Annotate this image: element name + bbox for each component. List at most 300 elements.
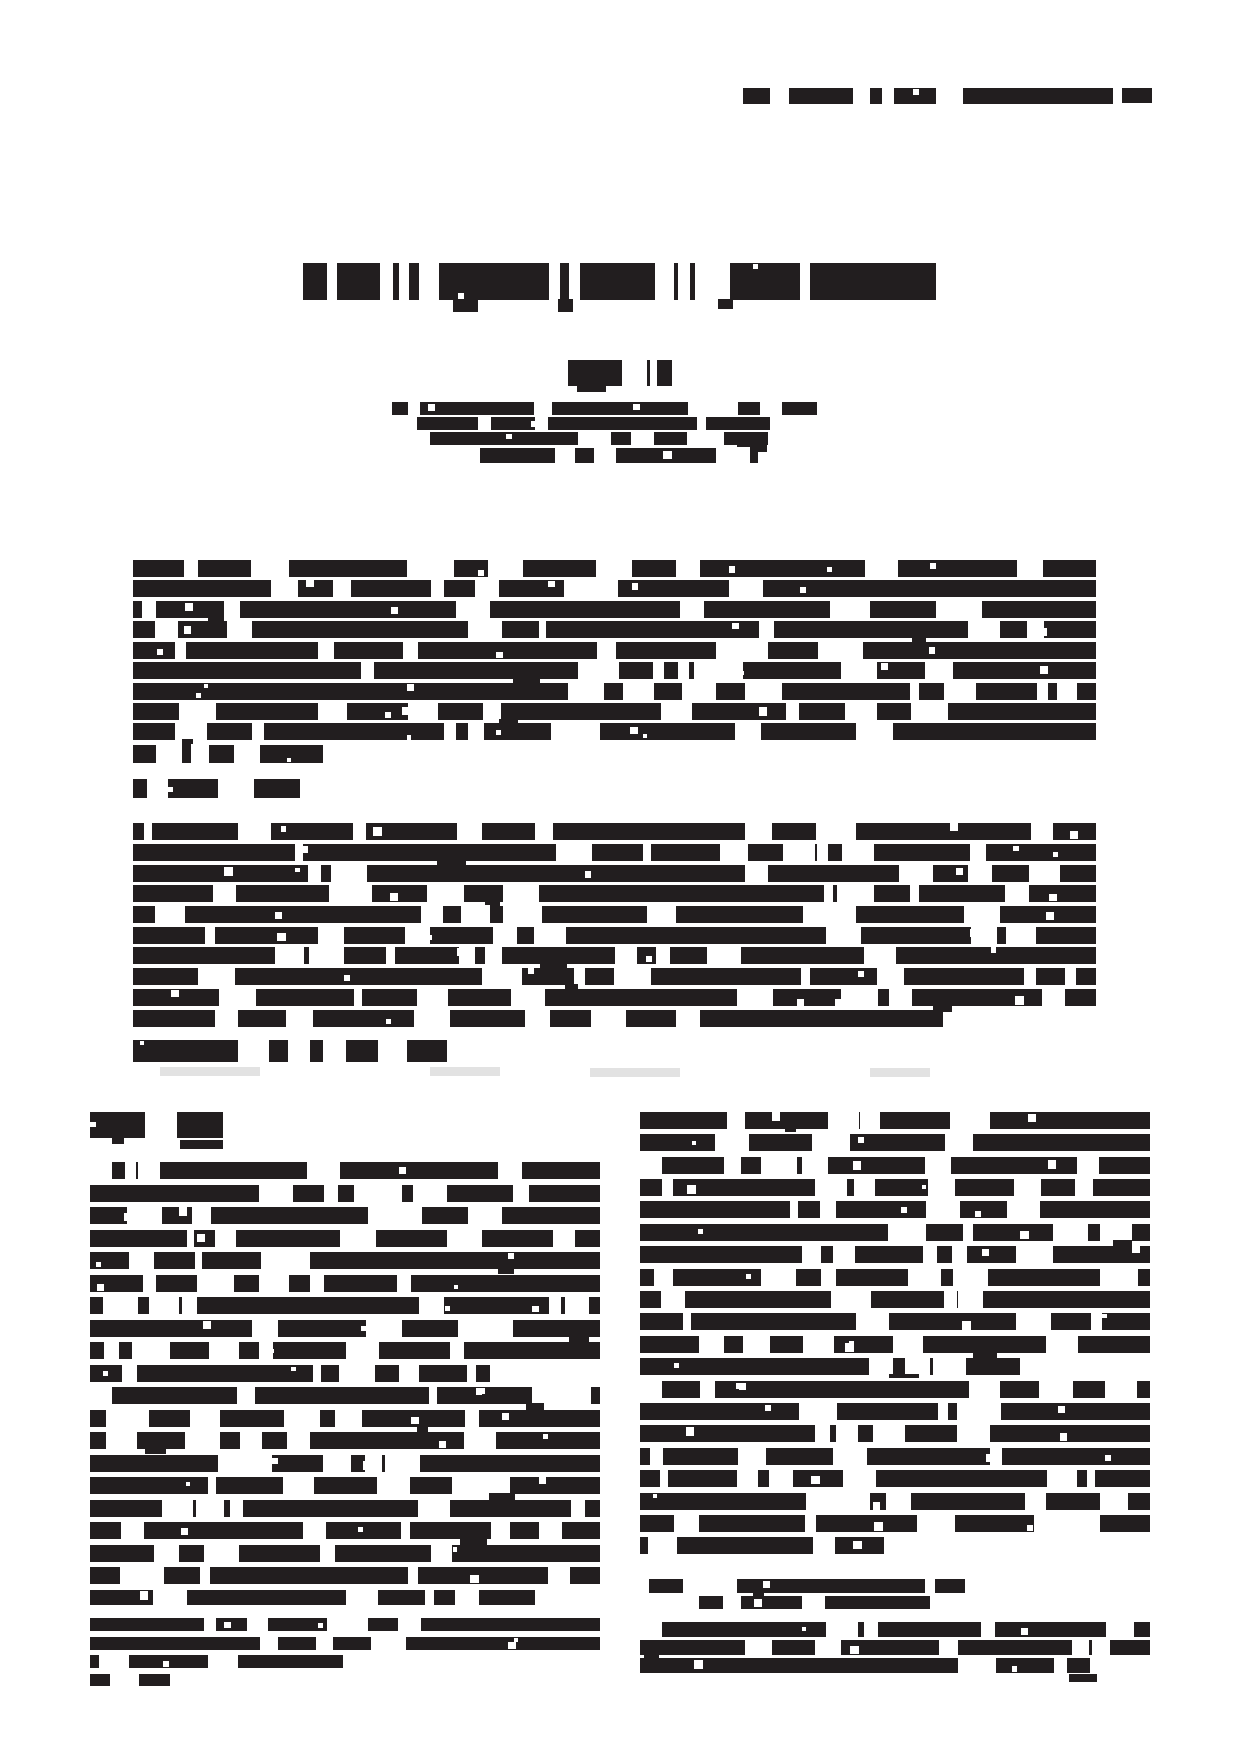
- noise-gap: [457, 822, 482, 841]
- word-gap: [678, 262, 690, 301]
- noise-gap: [1046, 1335, 1078, 1354]
- noise-gap: [678, 661, 689, 680]
- noise-gap: [1032, 1245, 1054, 1264]
- noise-gap: [1027, 620, 1044, 639]
- redacted-text-line: [640, 1515, 1150, 1532]
- noise-speck: [687, 1185, 695, 1193]
- noise-gap: [968, 620, 1000, 639]
- noise-gap: [184, 559, 198, 578]
- noise-gap: [806, 1492, 828, 1511]
- noise-speck: [922, 1185, 926, 1189]
- noise-gap: [864, 946, 896, 965]
- noise-gap: [309, 946, 344, 965]
- redacted-text-line: [640, 1336, 1150, 1353]
- noise-gap: [138, 1161, 160, 1180]
- noise-gap: [329, 884, 364, 903]
- noise-gap: [724, 1156, 741, 1175]
- noise-gap: [936, 87, 963, 105]
- noise-gap: [886, 1492, 911, 1511]
- noise-gap: [346, 1341, 379, 1360]
- noise-gap: [294, 1009, 302, 1028]
- noise-gap: [145, 1111, 177, 1139]
- noise-gap: [854, 1178, 875, 1197]
- noise-gap: [680, 600, 704, 619]
- noise-gap: [553, 1229, 575, 1248]
- noise-gap: [467, 1364, 475, 1383]
- noise-speck: [765, 1405, 771, 1411]
- noise-gap: [179, 702, 216, 721]
- noise-speck: [705, 684, 713, 692]
- noise-gap: [403, 641, 418, 660]
- noise-gap: [818, 641, 850, 660]
- noise-gap: [259, 1184, 292, 1203]
- redacted-text-line: [640, 1425, 1150, 1442]
- noise-gap: [856, 722, 893, 741]
- noise-speck: [858, 971, 864, 977]
- noise-speck: [646, 956, 652, 962]
- noise-gap: [478, 416, 491, 431]
- redacted-text-line: [133, 947, 1096, 964]
- noise-gap: [564, 579, 574, 598]
- noise-gap: [155, 620, 178, 639]
- noise-gap: [591, 1009, 625, 1028]
- noise-gap: [812, 905, 847, 924]
- noise-gap: [893, 1335, 923, 1354]
- noise-speck: [439, 1441, 446, 1448]
- redacted-text-line: [640, 1493, 1150, 1510]
- noise-gap: [209, 1341, 239, 1360]
- noise-speck: [96, 1262, 101, 1267]
- redacted-text-line: [662, 1381, 1150, 1398]
- noise-gap: [104, 1341, 119, 1360]
- noise-gap: [132, 1341, 170, 1360]
- noise-gap: [187, 1229, 195, 1248]
- noise-speck: [1102, 1314, 1106, 1318]
- noise-gap: [824, 641, 833, 660]
- noise-speck: [508, 1253, 514, 1259]
- noise-gap: [313, 1364, 321, 1383]
- descender-blob: [485, 901, 499, 911]
- noise-gap: [831, 1290, 863, 1309]
- descender-blob: [460, 1538, 486, 1547]
- redacted-text-line: [133, 844, 1096, 861]
- noise-speck: [185, 603, 193, 611]
- noise-gap: [534, 926, 566, 945]
- noise-gap: [363, 1589, 377, 1606]
- noise-speck: [179, 1207, 188, 1216]
- noise-speck: [324, 1188, 332, 1196]
- noise-gap: [845, 702, 877, 721]
- noise-gap: [519, 905, 542, 924]
- noise-gap: [261, 1251, 278, 1270]
- noise-gap: [851, 600, 870, 619]
- noise-gap: [251, 559, 288, 578]
- noise-gap: [259, 1341, 273, 1360]
- word-gap: [650, 359, 657, 387]
- noise-gap: [238, 822, 272, 841]
- noise-gap: [1100, 1492, 1128, 1511]
- redacted-text-line: [90, 1618, 600, 1631]
- noise-gap: [354, 988, 362, 1007]
- noise-speck: [874, 1522, 883, 1531]
- noise-gap: [144, 822, 152, 841]
- noise-gap: [1029, 864, 1060, 883]
- noise-gap: [308, 864, 321, 883]
- descender-blob: [499, 719, 518, 725]
- noise-gap: [215, 1009, 238, 1028]
- noise-gap: [339, 1364, 375, 1383]
- noise-speck: [478, 570, 483, 575]
- noise-gap: [513, 1184, 529, 1203]
- noise-gap: [221, 988, 245, 1007]
- noise-gap: [405, 926, 430, 945]
- noise-gap: [525, 1009, 549, 1028]
- noise-speck: [346, 891, 352, 897]
- noise-gap: [945, 1133, 973, 1152]
- noise-gap: [265, 1319, 276, 1338]
- noise-gap: [238, 1039, 269, 1063]
- noise-speck: [295, 868, 300, 873]
- noise-gap: [944, 1290, 957, 1309]
- descender-blob: [753, 1592, 763, 1599]
- noise-speck: [479, 1388, 484, 1393]
- noise-gap: [566, 722, 600, 741]
- noise-speck: [763, 1581, 770, 1588]
- redacted-text-line: [640, 1658, 1090, 1673]
- noise-gap: [1034, 1514, 1070, 1533]
- noise-gap: [318, 702, 347, 721]
- noise-speck: [873, 1502, 881, 1510]
- noise-speck: [543, 1434, 548, 1439]
- noise-gap: [539, 1521, 562, 1540]
- noise-speck: [831, 1296, 838, 1303]
- noise-gap: [208, 1476, 216, 1495]
- noise-gap: [745, 682, 782, 701]
- noise-gap: [680, 702, 693, 721]
- noise-speck: [1070, 831, 1078, 839]
- noise-speck: [1049, 894, 1057, 902]
- noise-gap: [327, 1617, 340, 1632]
- noise-gap: [485, 946, 502, 965]
- noise-gap: [614, 967, 651, 986]
- noise-gap: [283, 1476, 310, 1495]
- noise-speck: [800, 587, 806, 593]
- noise-speck: [630, 727, 638, 735]
- noise-gap: [227, 620, 252, 639]
- redacted-text-line: [640, 1448, 1150, 1465]
- descender-blob: [644, 1654, 659, 1658]
- noise-speck: [1048, 1160, 1056, 1168]
- noise-gap: [715, 1133, 745, 1152]
- noise-gap: [631, 431, 654, 446]
- noise-speck: [399, 1167, 406, 1174]
- noise-speck: [736, 1383, 741, 1388]
- noise-gap: [482, 967, 509, 986]
- redacted-text-line: [568, 360, 672, 386]
- noise-gap: [237, 1386, 255, 1405]
- noise-gap: [958, 1657, 995, 1674]
- redacted-text-line: [90, 1252, 600, 1269]
- noise-gap: [155, 905, 184, 924]
- noise-speck: [196, 693, 201, 698]
- redacted-text-line: [133, 621, 1096, 638]
- redacted-text-line: [743, 88, 1113, 104]
- descender-blob: [889, 1374, 919, 1378]
- redacted-text-line: [640, 1470, 1150, 1487]
- noise-gap: [827, 926, 846, 945]
- noise-gap: [503, 905, 519, 924]
- noise-gap: [648, 1536, 677, 1555]
- noise-gap: [905, 1357, 930, 1376]
- noise-speck: [811, 1476, 819, 1484]
- noise-gap: [1039, 1380, 1074, 1399]
- noise-gap: [769, 1469, 793, 1488]
- redacted-text-line: [699, 1596, 930, 1609]
- redacted-text-line: [640, 1358, 1020, 1375]
- noise-gap: [287, 1431, 310, 1450]
- noise-gap: [477, 1476, 510, 1495]
- noise-speck: [797, 999, 804, 1006]
- noise-gap: [761, 1268, 796, 1287]
- noise-gap: [147, 778, 168, 799]
- noise-gap: [127, 1206, 162, 1225]
- noise-speck: [344, 975, 350, 981]
- noise-gap: [939, 1639, 957, 1656]
- noise-gap: [823, 905, 856, 924]
- noise-speck: [275, 912, 282, 919]
- noise-gap: [692, 1578, 727, 1594]
- noise-speck: [740, 647, 746, 653]
- noise-gap: [737, 988, 773, 1007]
- noise-speck: [970, 929, 978, 937]
- redacted-text-line: [133, 601, 1096, 618]
- noise-speck: [407, 735, 411, 739]
- noise-gap: [386, 946, 395, 965]
- noise-gap: [465, 1409, 479, 1428]
- noise-gap: [568, 682, 604, 701]
- noise-speck: [881, 663, 888, 670]
- noise-gap: [968, 620, 995, 639]
- noise-speck: [740, 671, 744, 675]
- noise-gap: [683, 1312, 691, 1331]
- redacted-text-line: [90, 1655, 343, 1668]
- noise-speck: [913, 89, 919, 95]
- word-gap: [628, 359, 638, 387]
- redacted-text-line: [640, 1537, 884, 1554]
- noise-speck: [975, 1211, 981, 1217]
- noise-speck: [929, 647, 935, 653]
- noise-speck: [458, 293, 464, 299]
- noise-gap: [917, 1514, 955, 1533]
- noise-gap: [554, 722, 563, 741]
- descender-blob: [498, 1268, 514, 1274]
- noise-gap: [837, 884, 874, 903]
- noise-speck: [746, 1274, 751, 1279]
- redacted-text-line: [90, 1207, 600, 1224]
- noise-speck: [411, 1417, 418, 1424]
- noise-gap: [398, 1617, 421, 1632]
- noise-gap: [968, 864, 986, 883]
- redacted-text-line: [90, 1342, 600, 1359]
- noise-gap: [340, 1229, 376, 1248]
- noise-speck: [320, 1551, 327, 1558]
- noise-gap: [815, 1639, 841, 1656]
- descender-blob: [112, 1137, 124, 1144]
- noise-speck: [632, 583, 639, 590]
- noise-gap: [828, 1111, 859, 1130]
- noise-gap: [555, 447, 575, 464]
- noise-gap: [786, 702, 798, 721]
- noise-gap: [475, 1319, 512, 1338]
- noise-speck: [496, 652, 502, 658]
- redacted-text-line: [417, 417, 770, 430]
- noise-gap: [148, 1566, 164, 1585]
- noise-speck: [171, 990, 178, 997]
- noise-speck: [963, 609, 971, 617]
- noise-speck: [184, 626, 191, 633]
- redacted-text-line: [90, 1410, 600, 1427]
- noise-speck: [835, 999, 842, 1006]
- noise-gap: [397, 1274, 411, 1293]
- noise-speck: [270, 1349, 274, 1353]
- descender-blob: [437, 860, 465, 869]
- noise-gap: [971, 926, 997, 945]
- noise-gap: [534, 401, 552, 416]
- noise-gap: [129, 1251, 154, 1270]
- noise-gap: [655, 262, 674, 301]
- noise-gap: [408, 1566, 418, 1585]
- noise-gap: [421, 905, 443, 924]
- redacted-text-line: [640, 1201, 1150, 1218]
- noise-gap: [1100, 1223, 1133, 1242]
- noise-gap: [859, 1312, 889, 1331]
- noise-gap: [548, 1566, 571, 1585]
- noise-gap: [661, 1290, 684, 1309]
- redacted-text-line: [640, 1269, 1150, 1286]
- noise-gap: [1075, 1178, 1093, 1197]
- noise-gap: [429, 1386, 437, 1405]
- noise-gap: [936, 600, 956, 619]
- redacted-text-line: [90, 1112, 223, 1138]
- redacted-text-line: [430, 432, 768, 445]
- noise-gap: [738, 1447, 767, 1466]
- redacted-text-line: [640, 1134, 1150, 1151]
- noise-gap: [956, 600, 982, 619]
- noise-gap: [213, 884, 236, 903]
- noise-gap: [826, 926, 861, 945]
- noise-gap: [153, 1589, 187, 1606]
- noise-speck: [858, 1137, 864, 1143]
- noise-gap: [455, 1589, 479, 1606]
- noise-speck: [823, 1275, 828, 1280]
- noise-gap: [815, 1178, 847, 1197]
- redacted-text-line: [133, 927, 1096, 944]
- noise-speck: [526, 912, 531, 917]
- noise-gap: [143, 1274, 156, 1293]
- descender-blob: [526, 1403, 544, 1410]
- noise-speck: [391, 607, 398, 614]
- noise-gap: [643, 843, 651, 862]
- noise-gap: [361, 661, 374, 680]
- noise-gap: [968, 1402, 1001, 1421]
- noise-gap: [680, 1514, 699, 1533]
- noise-gap: [327, 262, 337, 301]
- noise-gap: [860, 1111, 880, 1130]
- noise-gap: [468, 722, 483, 741]
- noise-gap: [676, 1009, 699, 1028]
- noise-speck: [653, 1494, 657, 1498]
- noise-speck: [696, 602, 701, 607]
- noise-gap: [353, 884, 372, 903]
- redacted-text-line: [1122, 88, 1152, 103]
- noise-speck: [581, 668, 589, 676]
- redacted-text-line: [133, 1040, 447, 1062]
- noise-gap: [142, 600, 156, 619]
- noise-gap: [218, 778, 247, 799]
- noise-gap: [247, 1617, 268, 1632]
- noise-speck: [291, 1367, 296, 1372]
- redacted-text-line: [558, 299, 573, 312]
- noise-gap: [224, 600, 241, 619]
- noise-gap: [700, 401, 738, 416]
- noise-speck: [428, 404, 436, 412]
- noise-gap: [835, 822, 856, 841]
- noise-gap: [694, 661, 706, 680]
- noise-gap: [953, 1268, 988, 1287]
- noise-gap: [461, 905, 491, 924]
- noise-gap: [622, 359, 646, 387]
- noise-gap: [578, 431, 611, 446]
- noise-gap: [571, 1499, 585, 1518]
- noise-speck: [339, 956, 344, 961]
- redacted-text-line: [640, 1246, 1150, 1263]
- noise-speck: [1012, 1666, 1018, 1672]
- noise-speck: [729, 566, 735, 572]
- noise-gap: [869, 1357, 894, 1376]
- redacted-text-line: [640, 1112, 1150, 1129]
- noise-speck: [496, 730, 501, 735]
- noise-speck: [140, 1591, 148, 1599]
- redacted-text-line: [640, 1403, 1150, 1420]
- noise-gap: [911, 702, 948, 721]
- noise-gap: [790, 1200, 798, 1219]
- noise-gap: [414, 1009, 450, 1028]
- noise-gap: [1065, 967, 1076, 986]
- noise-gap: [284, 1409, 320, 1428]
- noise-speck: [956, 868, 962, 874]
- noise-gap: [952, 1245, 967, 1264]
- noise-gap: [419, 262, 439, 301]
- noise-gap: [346, 1589, 378, 1606]
- noise-gap: [899, 864, 933, 883]
- noise-gap: [802, 1156, 828, 1175]
- noise-gap: [336, 1617, 369, 1632]
- noise-speck: [829, 1643, 835, 1649]
- noise-gap: [864, 1621, 878, 1638]
- noise-speck: [373, 827, 381, 835]
- noise-speck: [1053, 852, 1058, 857]
- noise-gap: [950, 1111, 983, 1130]
- noise-gap: [603, 661, 619, 680]
- noise-speck: [90, 1122, 95, 1127]
- noise-gap: [743, 1335, 770, 1354]
- noise-speck: [1040, 666, 1048, 674]
- noise-speck: [1027, 1525, 1033, 1531]
- noise-gap: [1038, 864, 1058, 883]
- noise-gap: [468, 620, 502, 639]
- redacted-text-line: [90, 1477, 600, 1494]
- noise-gap: [1100, 1268, 1138, 1287]
